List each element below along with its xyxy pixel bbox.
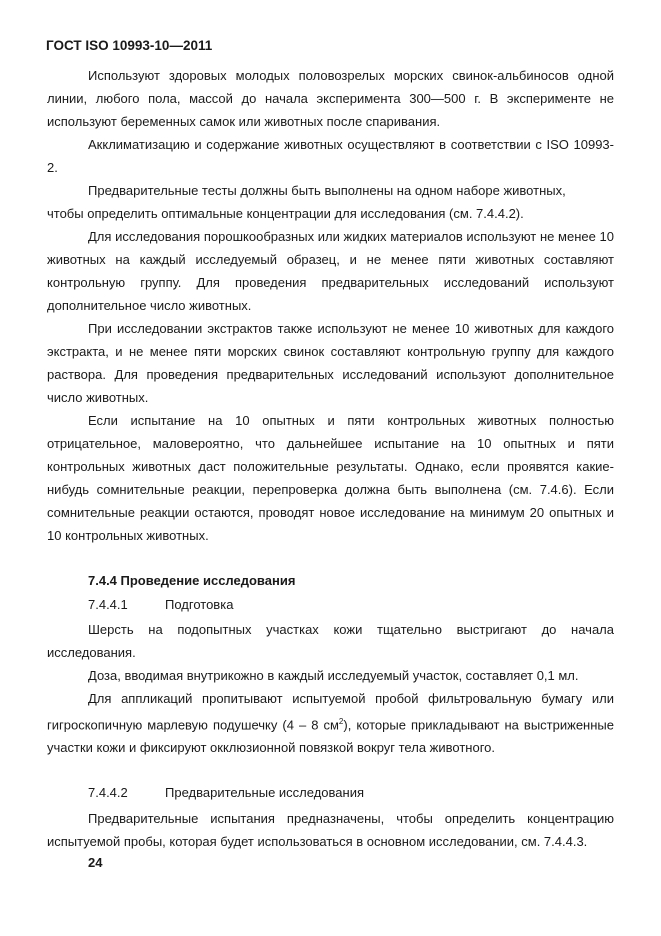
application-text-part1: Для аппликаций пропитывают испытуемой пробой фильтровальную бумагу или гигроскопичную марлевую подушечку (4 – 8 см xyxy=(47,691,614,733)
section-heading: 7.4.4 Проведение исследования xyxy=(88,573,296,588)
subsection-title-2: Предварительные исследования xyxy=(165,785,364,800)
page-number: 24 xyxy=(88,855,103,870)
paragraph-shaving: Шерсть на подопытных участках кожи тщательно выстригают до начала исследования. xyxy=(47,622,614,660)
subsection-title-1: Подготовка xyxy=(165,597,234,612)
paragraph-preliminary: Предварительные испытания предназначены, чтобы определить концентрацию испытуемой пробы, которая будет использоваться в основном исследовании, см. 7.4.4.3. xyxy=(47,811,614,849)
paragraph-application xyxy=(47,687,614,759)
paragraph-dose: Доза, вводимая внутрикожно в каждый исследуемый участок, составляет 0,1 мл. xyxy=(88,668,579,683)
document-header: ГОСТ ISO 10993-10—2011 xyxy=(46,38,213,53)
subsection-number-1: 7.4.4.1 xyxy=(88,597,128,612)
paragraph-extracts: При исследовании экстрактов также используют не менее 10 животных для каждого экстракта, и не менее пяти морских свинок составляют контрольную группу для каждого раствора. Для проведения предварительных исследований используют дополнительное число животных. xyxy=(47,321,614,405)
paragraph-acclimatization: Акклиматизацию и содержание животных осуществляют в соответствии с ISO 10993-2. xyxy=(47,137,614,175)
paragraph-pretests-line1: Предварительные тесты должны быть выполнены на одном наборе животных, xyxy=(88,183,566,198)
paragraph-animals: Используют здоровых молодых половозрелых морских свинок-альбиносов одной линии, любого пола, массой до начала эксперимента 300—500 г. В эксперименте не используют беременных самок или животных после спаривания. xyxy=(47,68,614,129)
paragraph-negative-result: Если испытание на 10 опытных и пяти контрольных животных полностью отрицательное, маловероятно, что дальнейшее испытание на 10 опытных и пяти контрольных животных даст положительные результаты. Однако, если проявятся какие-нибудь сомнительные реакции, перепроверка должна быть выполнена (см. 7.4.6). Если сомнительные реакции остаются, проводят новое исследование на минимум 20 опытных и 10 контрольных животных. xyxy=(47,413,614,543)
superscript: 2 xyxy=(338,717,344,726)
paragraph-pretests-line2: чтобы определить оптимальные концентрации для исследования (см. 7.4.4.2). xyxy=(47,206,524,221)
subsection-number-2: 7.4.4.2 xyxy=(88,785,128,800)
paragraph-powder-materials: Для исследования порошкообразных или жидких материалов используют не менее 10 животных на каждый исследуемый образец, и не менее пяти животных составляют контрольную группу. Для проведения предварительных исследований используют дополнительное число животных. xyxy=(47,229,614,313)
application-text-part2: ), которые прикладывают на выстриженные участки кожи и фиксируют окклюзионной повязкой вокруг тела животного. xyxy=(47,717,614,756)
